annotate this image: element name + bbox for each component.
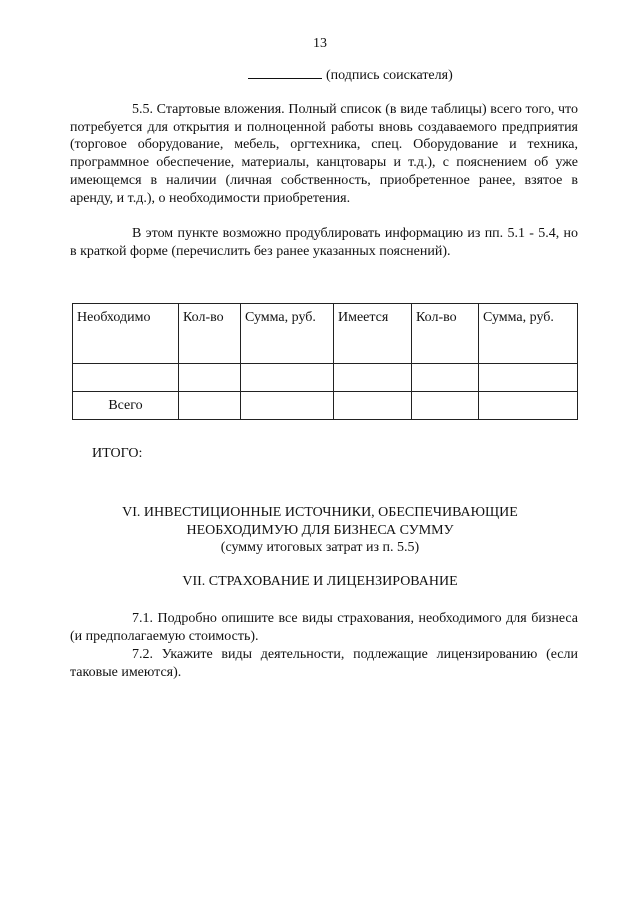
header-available: Имеется bbox=[334, 304, 412, 364]
table-row bbox=[73, 364, 578, 392]
table-cell bbox=[241, 392, 334, 420]
table-cell bbox=[179, 392, 241, 420]
total-label: Всего bbox=[73, 392, 179, 420]
table-cell bbox=[412, 392, 479, 420]
table-cell bbox=[334, 392, 412, 420]
table-cell bbox=[179, 364, 241, 392]
table-cell bbox=[479, 364, 578, 392]
section-6-title bbox=[0, 504, 640, 540]
header-needed: Необходимо bbox=[73, 304, 179, 364]
section-7-title: VII. СТРАХОВАНИЕ И ЛИЦЕНЗИРОВАНИЕ bbox=[182, 574, 458, 589]
signature-label: (подпись соискателя) bbox=[326, 68, 453, 83]
table-header-row bbox=[73, 304, 578, 364]
section-5-5-note: В этом пункте возможно продублировать информацию из пп. 5.1 - 5.4, но в краткой форме (перечислить без ранее указанных пояснений). bbox=[70, 226, 578, 259]
section-6-subtitle: (сумму итоговых затрат из п. 5.5) bbox=[220, 540, 420, 555]
header-sum-available: Сумма, руб. bbox=[479, 304, 578, 364]
section-7-item-2: 7.2. Укажите виды деятельности, подлежащие лицензированию (если таковые имеются). bbox=[70, 647, 578, 680]
section-6-title-line2: НЕОБХОДИМУЮ ДЛЯ БИЗНЕСА СУММУ bbox=[186, 523, 454, 538]
table-cell bbox=[241, 364, 334, 392]
section-7-item-1: 7.1. Подробно опишите все виды страхования, необходимого для бизнеса (и предполагаемую стоимость). bbox=[70, 611, 578, 644]
page-number: 13 bbox=[313, 36, 327, 51]
table-cell bbox=[334, 364, 412, 392]
signature-line bbox=[248, 66, 453, 84]
section-5-5-paragraph: 5.5. Стартовые вложения. Полный список (в виде таблицы) всего того, что потребуется для открытия и полноценной работы вновь создаваемого предприятия (торговое оборудование, мебель, оргтехника, спец. Оборудование и техника, программное обеспечение, материалы, канцтовары и т.д.), с пояснением об уже имеющемся в наличии (личная собственность, приобретенное ранее, взятое в аренду, и т.д.), о необходимости приобретения. bbox=[70, 102, 578, 206]
header-sum-needed: Сумма, руб. bbox=[241, 304, 334, 364]
table-total-row bbox=[73, 392, 578, 420]
header-qty-needed: Кол-во bbox=[179, 304, 241, 364]
table-cell bbox=[73, 364, 179, 392]
itogo-label: ИТОГО: bbox=[92, 446, 143, 461]
table-cell bbox=[412, 364, 479, 392]
startup-investment-table bbox=[72, 303, 578, 420]
signature-blank bbox=[248, 66, 322, 79]
table-cell bbox=[479, 392, 578, 420]
header-qty-available: Кол-во bbox=[412, 304, 479, 364]
section-6-title-line1: VI. ИНВЕСТИЦИОННЫЕ ИСТОЧНИКИ, ОБЕСПЕЧИВАЮЩИЕ bbox=[122, 505, 518, 520]
